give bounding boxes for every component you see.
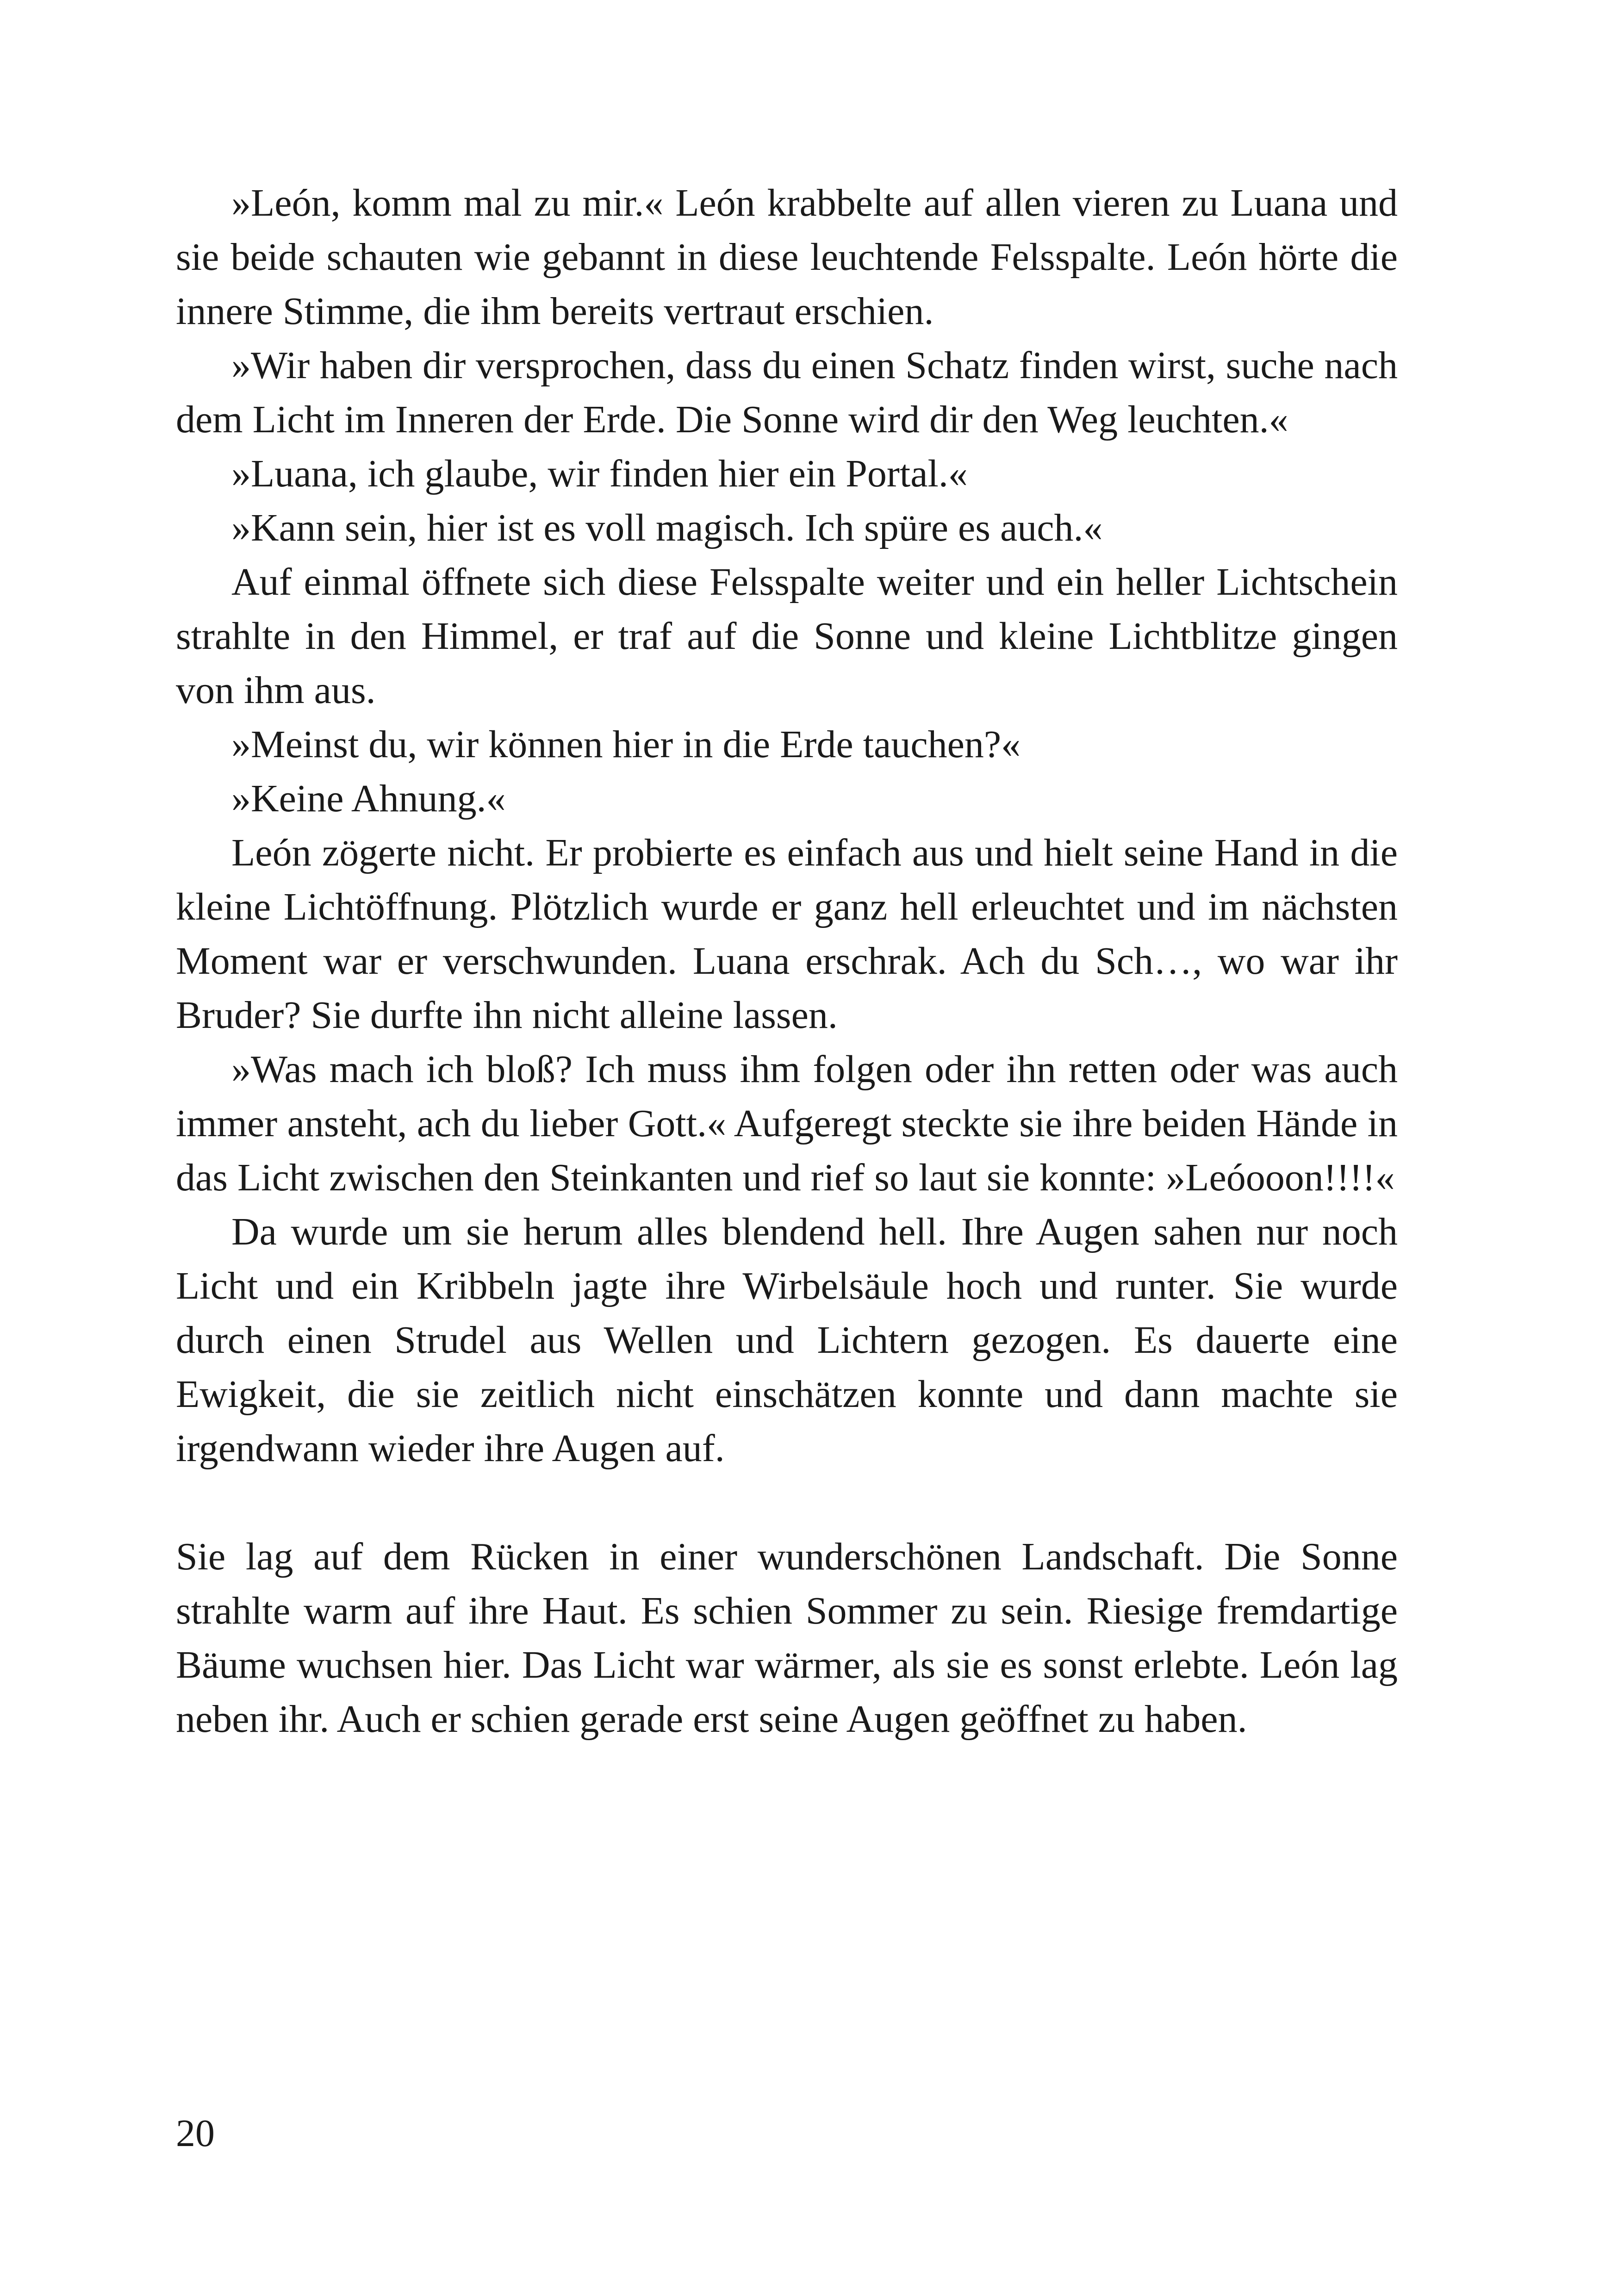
paragraph: Auf einmal öffnete sich diese Felsspalte weiter und ein heller Lichtschein strahlte in den Himmel, er traf auf die Sonne und kleine Lichtblitze gingen von ihm aus. bbox=[176, 560, 1398, 712]
paragraph: »Kann sein, hier ist es voll magisch. Ich spüre es auch.« bbox=[231, 506, 1103, 549]
page-number: 20 bbox=[176, 2112, 215, 2155]
body-text bbox=[176, 176, 1398, 1746]
paragraph: »Was mach ich bloß? Ich muss ihm folgen oder ihn retten oder was auch immer ansteht, ach du lieber Gott.« Aufgeregt steckte sie ihre beiden Hände in das Licht zwischen den Steinkanten und rief so laut sie konnte: »Leóooon!!!!« bbox=[176, 1048, 1398, 1199]
paragraph: León zögerte nicht. Er probierte es einfach aus und hielt seine Hand in die kleine Lichtöffnung. Plötzlich wurde er ganz hell erleuchtet und im nächsten Moment war er verschwunden. Luana erschrak. Ach du Sch…, wo war ihr Bruder? Sie durfte ihn nicht alleine lassen. bbox=[176, 831, 1398, 1037]
paragraph: »Meinst du, wir können hier in die Erde tauchen?« bbox=[231, 723, 1021, 766]
section-opening-paragraph: Sie lag auf dem Rücken in einer wunderschönen Landschaft. Die Sonne strahlte warm auf ihre Haut. Es schien Sommer zu sein. Riesige fremdartige Bäume wuchsen hier. Das Licht war wärmer, als sie es sonst erlebte. León lag neben ihr. Auch er schien gerade erst seine Augen geöffnet zu haben. bbox=[176, 1535, 1398, 1741]
paragraph: Da wurde um sie herum alles blendend hell. Ihre Augen sahen nur noch Licht und ein Kribbeln jagte ihre Wirbelsäule hoch und runter. Sie wurde durch einen Strudel aus Wellen und Lichtern gezogen. Es dauerte eine Ewigkeit, die sie zeitlich nicht einschätzen konnte und dann machte sie irgendwann wieder ihre Augen auf. bbox=[176, 1210, 1398, 1470]
paragraph: »Keine Ahnung.« bbox=[231, 777, 506, 820]
paragraph: »Wir haben dir versprochen, dass du einen Schatz finden wirst, suche nach dem Licht im Inneren der Erde. Die Sonne wird dir den Weg leuchten.« bbox=[176, 344, 1398, 441]
section-break bbox=[176, 1475, 1398, 1530]
paragraph: »Luana, ich glaube, wir finden hier ein Portal.« bbox=[231, 452, 968, 495]
paragraph: »León, komm mal zu mir.« León krabbelte auf allen vieren zu Luana und sie beide schauten wie gebannt in diese leuchtende Felsspalte. León hörte die innere Stimme, die ihm bereits vertraut erschien. bbox=[176, 181, 1398, 333]
